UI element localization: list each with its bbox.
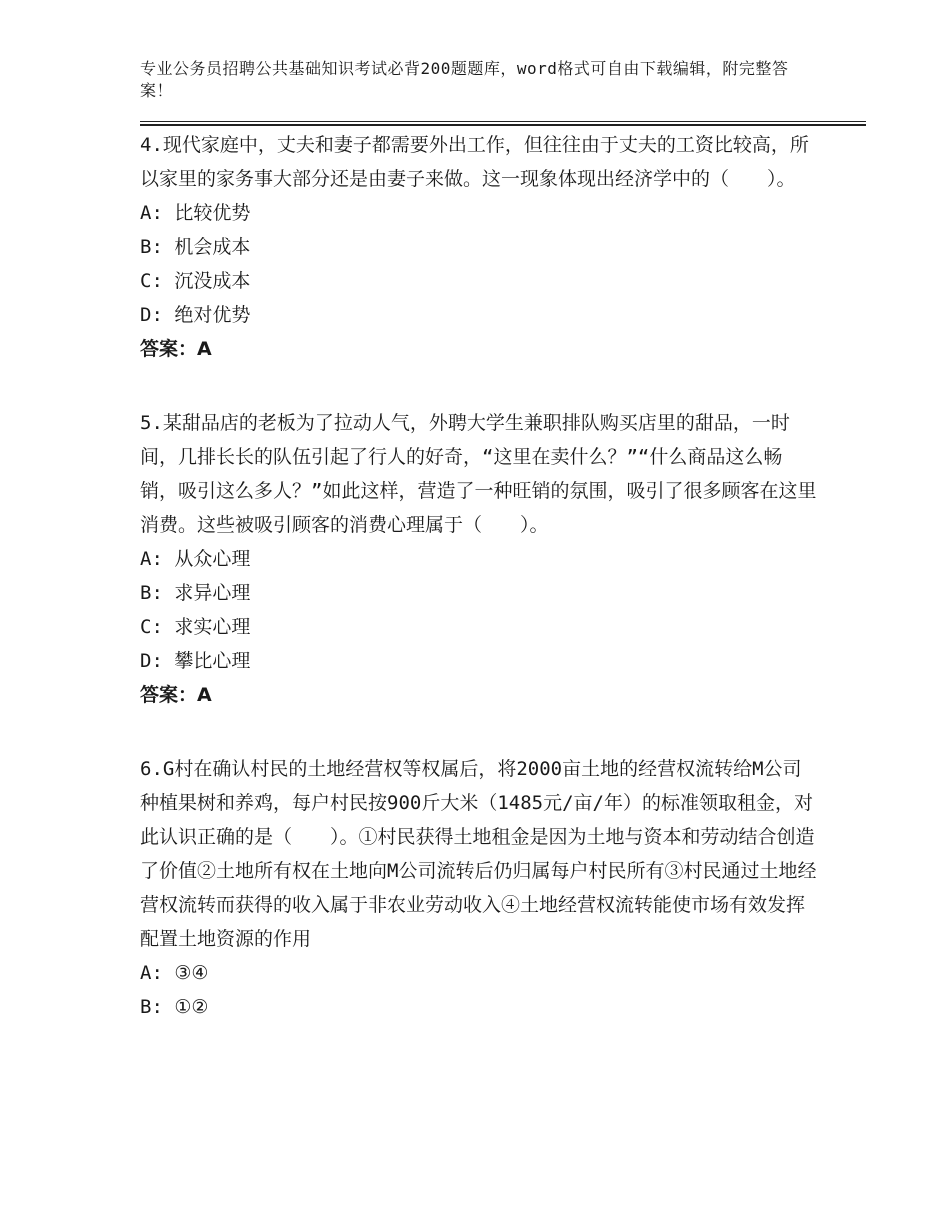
header-divider-thick (140, 124, 866, 126)
question-list (140, 128, 820, 1024)
question-stem: 6.G村在确认村民的土地经营权等权属后，将2000亩土地的经营权流转给M公司种植果树和养鸡，每户村民按900斤大米（1485元/亩/年）的标准领取租金，对此认识正确的是（ ）。①村民获得土地租金是因为土地与资本和劳动结合创造了价值②土地所有权在土地向M公司流转后仍归属每户村民所有③村民通过土地经营权流转而获得的收入属于非农业劳动收入④土地经营权流转能使市场有效发挥配置土地资源的作用 (140, 758, 817, 950)
option-d: D: 攀比心理 (140, 650, 251, 672)
option-b: B: 机会成本 (140, 236, 251, 258)
question-6 (140, 752, 820, 1024)
question-stem: 5.某甜品店的老板为了拉动人气，外聘大学生兼职排队购买店里的甜品，一时间，几排长长的队伍引起了行人的好奇，“这里在卖什么？”“什么商品这么畅销，吸引这么多人？”如此这样，营造了一种旺销的氛围，吸引了很多顾客在这里消费。这些被吸引顾客的消费心理属于（ ）。 (140, 412, 817, 536)
document-header (140, 58, 820, 102)
option-d: D: 绝对优势 (140, 304, 251, 326)
answer-label: 答案：A (140, 684, 212, 706)
option-b: B: ①② (140, 996, 209, 1018)
option-a: A: ③④ (140, 962, 209, 984)
question-4 (140, 128, 820, 366)
header-divider (140, 121, 866, 122)
question-stem: 4.现代家庭中，丈夫和妻子都需要外出工作，但往往由于丈夫的工资比较高，所以家里的家务事大部分还是由妻子来做。这一现象体现出经济学中的（ ）。 (140, 134, 809, 190)
option-a: A: 从众心理 (140, 548, 251, 570)
option-c: C: 求实心理 (140, 616, 251, 638)
question-5 (140, 406, 820, 712)
answer-label: 答案：A (140, 338, 212, 360)
header-text: 专业公务员招聘公共基础知识考试必背200题题库，word格式可自由下载编辑，附完整答案！ (140, 59, 789, 100)
option-b: B: 求异心理 (140, 582, 251, 604)
option-c: C: 沉没成本 (140, 270, 251, 292)
option-a: A: 比较优势 (140, 202, 251, 224)
